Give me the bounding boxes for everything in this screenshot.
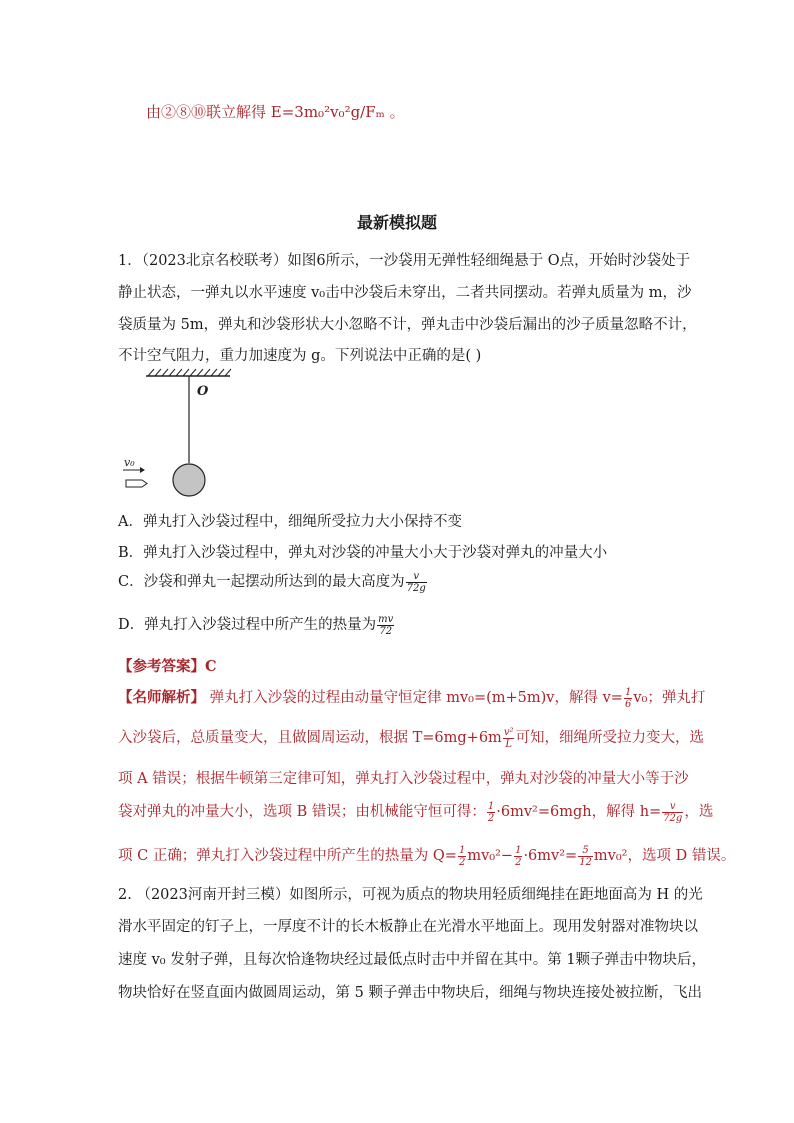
analysis-line-3: 项 A 错误；根据牛顿第三定律可知，弹丸打入沙袋过程中，弹丸对沙袋的冲量大小等于沙 bbox=[118, 771, 689, 787]
q1-line-3: 袋质量为 5m，弹丸和沙袋形状大小忽略不计，弹丸击中沙袋后漏出的沙子质量忽略不计， bbox=[118, 317, 697, 333]
pendulum-figure bbox=[118, 366, 243, 501]
analysis-line-5: 项 C 正确；弹丸打入沙袋过程中所产生的热量为 Q= $\frac{1}{2}$ mv₀²− $\frac{1}{2}$ ·6mv²= $\frac{5}{12}$ mv₀²，选项 D 错误。 bbox=[118, 844, 736, 868]
q1-line-1: 1．（2023北京名校联考）如图6所示，一沙袋用无弹性轻细绳悬于 O点，开始时沙袋处于 bbox=[118, 253, 691, 269]
q1-line-2: 静止状态，一弹丸以水平速度 v₀击中沙袋后未穿出，二者共同摆动。若弹丸质量为 m，沙 bbox=[118, 285, 692, 301]
q2-line-3: 速度 v₀ 发射子弹，且每次恰逢物块经过最低点时击中并留在其中。第 1颗子弹击中物块后， bbox=[118, 952, 707, 968]
q2-line-1: 2. （2023河南开封三模）如图所示，可视为质点的物块用轻质细绳挂在距地面高为 H 的光 bbox=[118, 887, 703, 903]
reference-answer: 【参考答案】C bbox=[118, 658, 217, 675]
q2-line-2: 滑水平固定的钉子上，一厚度不计的长木板静止在光滑水平地面上。现用发射器对准物块以 bbox=[118, 919, 698, 935]
q2-line-4: 物块恰好在竖直面内做圆周运动，第 5 颗子弹击中物块后，细绳与物块连接处被拉断，飞出 bbox=[118, 985, 702, 1001]
previous-solution-line: 由②⑧⑩联立解得 E=3m₀²v₀²g/Fₘ 。 bbox=[146, 103, 405, 121]
option-c: C．沙袋和弹丸一起摆动所达到的最大高度为 $\frac{v}{72g}$ bbox=[118, 570, 426, 594]
analysis-line-1: 【名师解析】 弹丸打入沙袋的过程由动量守恒定律 mv₀=(m+5m)v，解得 v= $\frac{1}{6}$ v₀；弹丸打 bbox=[118, 686, 706, 710]
section-heading: 最新模拟题 bbox=[356, 213, 437, 232]
v0-label: v₀ bbox=[124, 456, 135, 469]
analysis-line-4: 袋对弹丸的冲量大小，选项 B 错误；由机械能守恒可得： $\frac{1}{2}$ ·6mv²=6mgh，解得 h= $\frac{v}{72g}$ ，选 bbox=[118, 800, 714, 824]
o-label: O bbox=[197, 384, 209, 399]
ceiling-hatch bbox=[148, 369, 231, 376]
option-b: B．弹丸打入沙袋过程中，弹丸对沙袋的冲量大小大于沙袋对弹丸的冲量大小 bbox=[118, 545, 608, 561]
bullet-shape bbox=[126, 480, 147, 487]
sandbag bbox=[173, 464, 205, 496]
option-d: D．弹丸打入沙袋过程中所产生的热量为 $\frac{mv}{72}$ bbox=[118, 613, 394, 637]
option-a: A．弹丸打入沙袋过程中，细绳所受拉力大小保持不变 bbox=[118, 514, 462, 530]
analysis-line-2: 入沙袋后，总质量变大，且做圆周运动，根据 T=6mg+6m $\frac{\text{v²}}{L}$ 可知，细绳所受拉力变大，选 bbox=[118, 726, 704, 750]
q1-line-4: 不计空气阻力，重力加速度为 g。下列说法中正确的是( ) bbox=[118, 348, 482, 364]
